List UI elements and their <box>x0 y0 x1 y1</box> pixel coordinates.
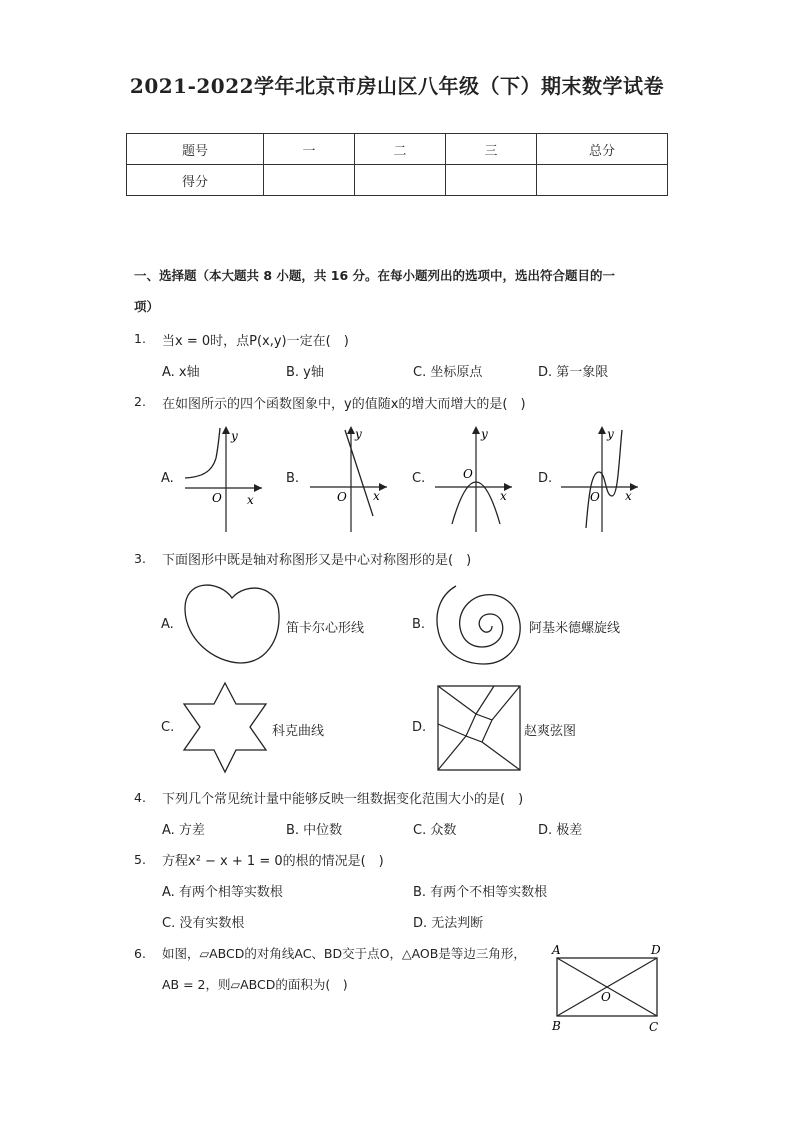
x-axis-label: x <box>500 489 507 503</box>
spiral-figure <box>430 580 528 670</box>
figure-caption: 笛卡尔心形线 <box>286 621 365 636</box>
question-stem: 如图，▱ABCD的对角线AC、BD交于点O，△AOB是等边三角形， <box>162 946 526 961</box>
question-stem-cont: AB = 2，则▱ABCD的面积为( ) <box>162 977 348 992</box>
figure-caption: 阿基米德螺旋线 <box>529 621 621 636</box>
score-table-score-row <box>127 165 668 196</box>
option-c[interactable]: C. <box>412 471 426 486</box>
option-d[interactable]: D. 第一象限 <box>538 365 609 380</box>
option-c[interactable]: C. 没有实数根 <box>162 916 245 931</box>
x-axis-label: x <box>625 489 632 503</box>
page-title: 2021-2022学年北京市房山区八年级（下）期末数学试卷 <box>129 74 665 98</box>
score-table-cell: 二 <box>355 134 446 165</box>
vertex-label-b: B <box>552 1019 561 1033</box>
option-a[interactable]: A. x轴 <box>162 365 200 380</box>
option-a[interactable]: A. 方差 <box>162 823 205 838</box>
score-input-cell[interactable] <box>446 165 537 196</box>
section-heading-cont: 项） <box>134 299 160 314</box>
question-stem: 下面图形中既是轴对称图形又是中心对称图形的是( ) <box>162 553 472 568</box>
figure-caption: 科克曲线 <box>272 724 325 739</box>
score-table-cell: 题号 <box>127 134 264 165</box>
option-c[interactable]: C. 坐标原点 <box>413 365 483 380</box>
section-heading: 一、选择题（本大题共 8 小题，共 16 分。在每小题列出的选项中，选出符合题目的一 <box>134 268 616 283</box>
y-axis-label: y <box>481 427 488 441</box>
origin-label: O <box>463 467 473 481</box>
question-stem: 当x = 0时，点P(x,y)一定在( ) <box>162 334 349 349</box>
vertex-label-a: A <box>552 943 561 957</box>
option-b[interactable]: B. <box>412 617 426 632</box>
x-axis-label: x <box>373 489 380 503</box>
score-input-cell[interactable] <box>537 165 668 196</box>
question-number: 3. <box>134 551 146 566</box>
score-table-cell: 得分 <box>127 165 264 196</box>
origin-label: O <box>337 490 347 504</box>
score-table <box>126 133 668 196</box>
question-number: 2. <box>134 394 146 409</box>
question-number: 6. <box>134 946 146 961</box>
question-stem: 方程x² − x + 1 = 0的根的情况是( ) <box>162 854 384 869</box>
option-c[interactable]: C. 众数 <box>413 823 457 838</box>
score-table-cell: 总分 <box>537 134 668 165</box>
option-d[interactable]: D. 极差 <box>538 823 583 838</box>
option-b[interactable]: B. 有两个不相等实数根 <box>413 885 548 900</box>
x-axis-label: x <box>247 493 254 507</box>
option-d[interactable]: D. <box>538 471 553 486</box>
figure-caption: 赵爽弦图 <box>524 724 577 739</box>
option-c[interactable]: C. <box>161 720 175 735</box>
origin-label: O <box>212 491 222 505</box>
graph-d <box>556 420 646 535</box>
graph-a <box>180 420 270 535</box>
y-axis-label: y <box>355 427 362 441</box>
option-a[interactable]: A. <box>161 617 174 632</box>
cardioid-figure <box>180 578 285 670</box>
score-table-cell: 一 <box>264 134 355 165</box>
origin-label: O <box>590 490 600 504</box>
score-table-cell: 三 <box>446 134 537 165</box>
option-b[interactable]: B. y轴 <box>286 365 324 380</box>
option-a[interactable]: A. <box>161 471 174 486</box>
question-number: 4. <box>134 790 146 805</box>
parallelogram-figure <box>545 940 670 1035</box>
y-axis-label: y <box>607 427 614 441</box>
option-d[interactable]: D. 无法判断 <box>413 916 484 931</box>
graph-b <box>305 420 395 535</box>
score-table-header-row <box>127 134 668 165</box>
y-axis-label: y <box>231 429 238 443</box>
score-input-cell[interactable] <box>355 165 446 196</box>
option-d[interactable]: D. <box>412 720 427 735</box>
question-number: 1. <box>134 331 146 346</box>
center-label-o: O <box>601 990 611 1004</box>
zhao-shuang-figure <box>436 684 522 772</box>
option-b[interactable]: B. <box>286 471 300 486</box>
question-number: 5. <box>134 852 146 867</box>
option-a[interactable]: A. 有两个相等实数根 <box>162 885 283 900</box>
vertex-label-c: C <box>649 1020 659 1034</box>
option-b[interactable]: B. 中位数 <box>286 823 343 838</box>
graph-c <box>430 420 520 535</box>
question-stem: 在如图所示的四个函数图象中，y的值随x的增大而增大的是( ) <box>162 397 526 412</box>
koch-star-figure <box>180 680 270 775</box>
vertex-label-d: D <box>651 943 661 957</box>
question-stem: 下列几个常见统计量中能够反映一组数据变化范围大小的是( ) <box>162 792 524 807</box>
score-input-cell[interactable] <box>264 165 355 196</box>
